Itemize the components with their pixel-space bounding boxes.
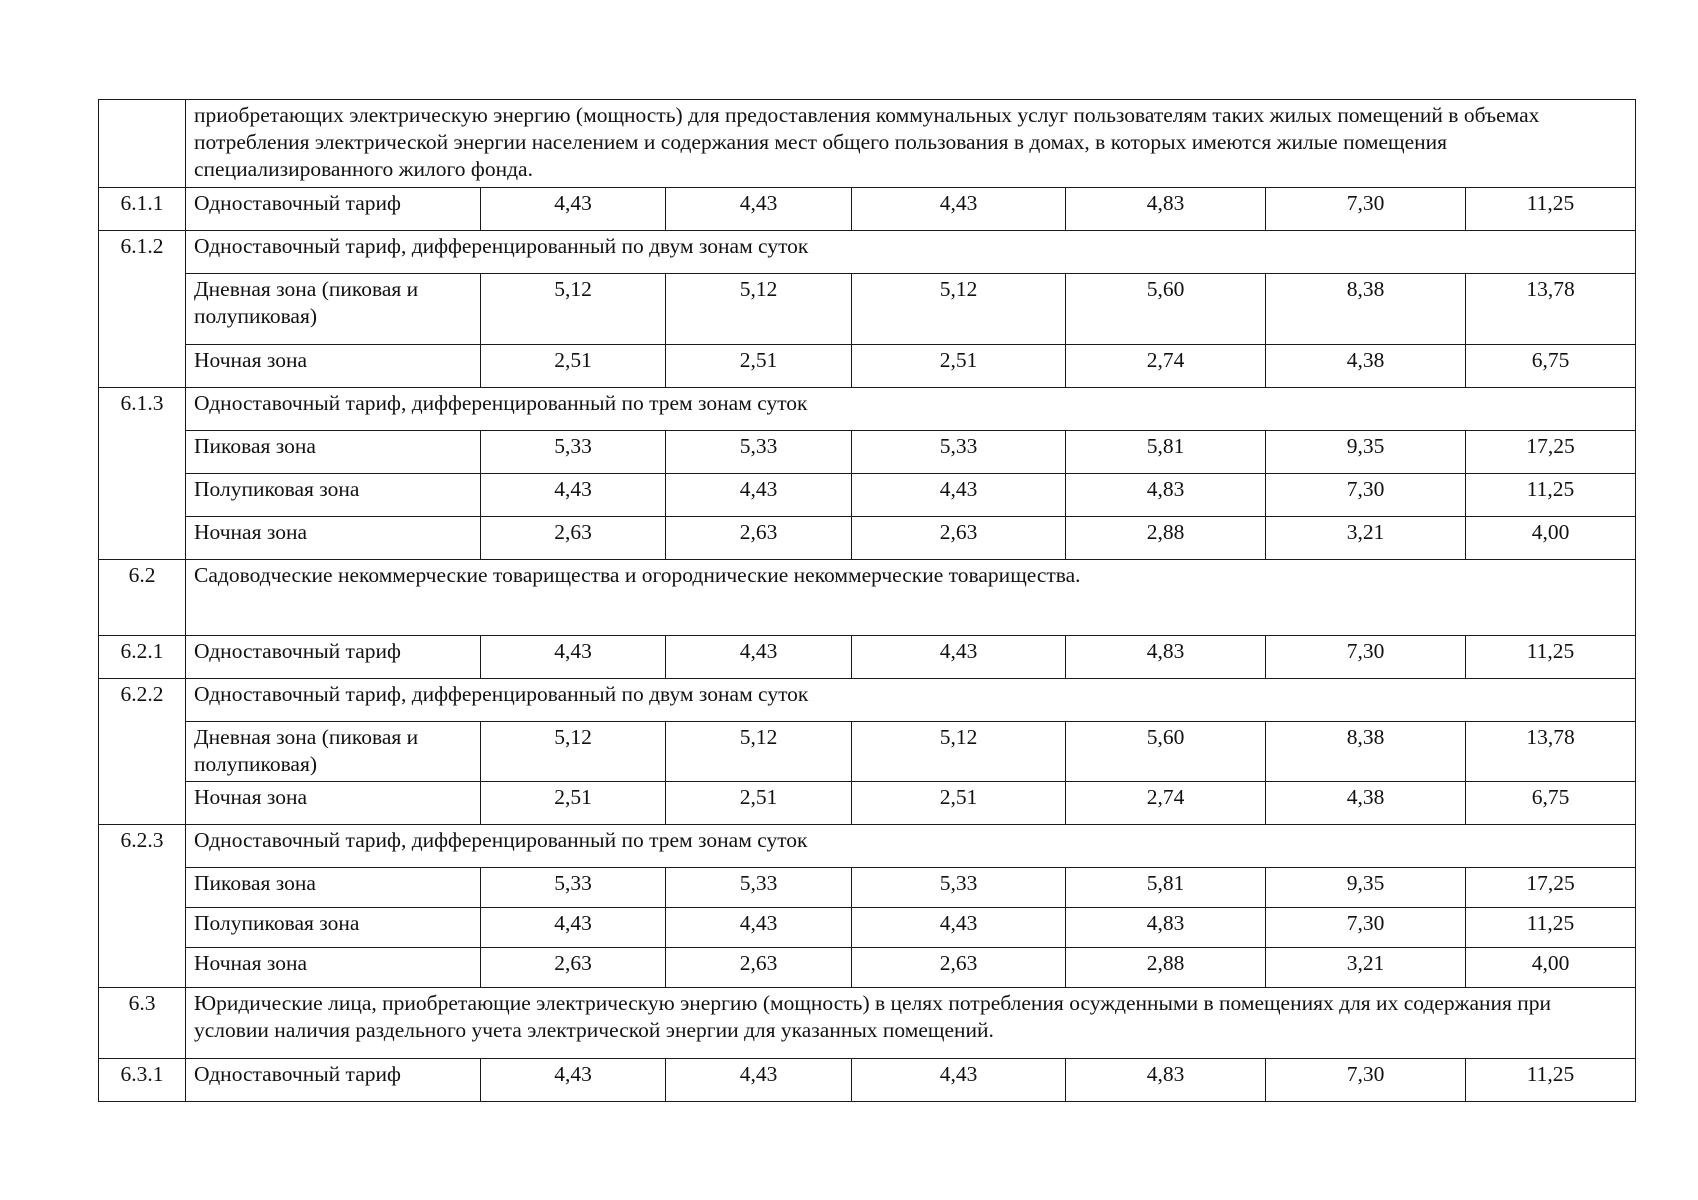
tariff-value: 2,74 [1066,344,1266,387]
tariff-value: 4,43 [481,473,666,516]
tariff-value: 4,00 [1466,516,1636,559]
table-row [99,908,1636,948]
tariff-value: 7,30 [1266,635,1466,678]
tariff-label: Одноставочный тариф [186,1059,481,1102]
tariff-label: Дневная зона (пиковая и полупиковая) [186,273,481,344]
tariff-label: Полупиковая зона [186,473,481,516]
table-row [99,100,1636,188]
tariff-value: 11,25 [1466,473,1636,516]
tariff-value: 5,33 [666,868,852,908]
tariff-value: 2,51 [666,782,852,825]
tariff-value: 8,38 [1266,721,1466,782]
tariff-value: 4,00 [1466,948,1636,988]
tariff-value: 11,25 [1466,1059,1636,1102]
tariff-value: 5,33 [852,430,1066,473]
tariff-value: 4,43 [852,635,1066,678]
tariff-value: 4,43 [852,187,1066,230]
tariff-value: 5,60 [1066,721,1266,782]
table-row [99,516,1636,559]
row-number-cell [99,100,186,188]
tariff-value: 5,12 [852,273,1066,344]
tariff-value: 5,12 [481,273,666,344]
table-row [99,273,1636,344]
tariff-value: 4,38 [1266,782,1466,825]
tariff-value: 5,33 [481,868,666,908]
table-row [99,187,1636,230]
table-row [99,678,1636,721]
row-number: 6.3.1 [99,1059,186,1102]
row-number: 6.1.3 [99,387,186,559]
tariff-value: 3,21 [1266,948,1466,988]
row-number: 6.2.3 [99,825,186,988]
tariff-value: 7,30 [1266,1059,1466,1102]
tariff-value: 6,75 [1466,782,1636,825]
tariff-value: 17,25 [1466,868,1636,908]
tariff-value: 5,81 [1066,430,1266,473]
tariff-value: 2,88 [1066,516,1266,559]
tariff-value: 4,43 [666,1059,852,1102]
table-row [99,721,1636,782]
tariff-value: 11,25 [1466,187,1636,230]
tariff-value: 2,63 [481,516,666,559]
section-heading: Юридические лица, приобретающие электрическую энергию (мощность) в целях потребления осужденными в помещениях для их содержания при условии наличия раздельного учета электрической энергии для указанных помещений. [186,988,1636,1059]
tariff-value: 4,43 [666,635,852,678]
section-heading: Одноставочный тариф, дифференцированный по трем зонам суток [186,825,1636,868]
tariff-value: 2,51 [666,344,852,387]
tariff-value: 4,43 [481,635,666,678]
table-row [99,825,1636,868]
tariff-value: 5,12 [852,721,1066,782]
tariff-value: 5,81 [1066,868,1266,908]
table-row [99,559,1636,635]
tariff-value: 7,30 [1266,187,1466,230]
table-row [99,988,1636,1059]
tariff-value: 7,30 [1266,908,1466,948]
tariff-value: 4,83 [1066,473,1266,516]
tariff-value: 5,12 [481,721,666,782]
row-number: 6.1.1 [99,187,186,230]
row-number: 6.2 [99,559,186,635]
tariff-value: 5,60 [1066,273,1266,344]
tariff-value: 2,63 [852,516,1066,559]
tariff-value: 2,51 [852,782,1066,825]
row-number: 6.2.1 [99,635,186,678]
tariff-value: 4,43 [852,1059,1066,1102]
tariff-label: Пиковая зона [186,430,481,473]
section-heading: Одноставочный тариф, дифференцированный по двум зонам суток [186,230,1636,273]
intro-text: приобретающих электрическую энергию (мощность) для предоставления коммунальных услуг пользователям таких жилых помещений в объемах потребления электрической энергии населением и содержания мест общего пользования в домах, в которых имеются жилые помещения специализированного жилого фонда. [186,100,1636,188]
tariff-value: 2,51 [481,782,666,825]
tariff-label: Ночная зона [186,516,481,559]
tariff-value: 5,33 [666,430,852,473]
tariff-label: Одноставочный тариф [186,635,481,678]
table-row [99,344,1636,387]
tariff-label: Пиковая зона [186,868,481,908]
tariff-value: 4,83 [1066,635,1266,678]
tariff-value: 2,63 [852,948,1066,988]
tariff-value: 4,83 [1066,1059,1266,1102]
tariff-value: 2,74 [1066,782,1266,825]
tariff-value: 5,33 [481,430,666,473]
tariff-value: 4,43 [852,473,1066,516]
tariff-value: 4,83 [1066,908,1266,948]
tariff-label: Ночная зона [186,948,481,988]
tariff-value: 4,83 [1066,187,1266,230]
row-number: 6.2.2 [99,678,186,825]
tariff-value: 2,63 [481,948,666,988]
tariff-value: 3,21 [1266,516,1466,559]
section-heading: Садоводческие некоммерческие товарищества и огороднические некоммерческие товарищества. [186,559,1636,635]
tariff-value: 13,78 [1466,273,1636,344]
section-heading: Одноставочный тариф, дифференцированный по трем зонам суток [186,387,1636,430]
table-row [99,948,1636,988]
tariff-label: Полупиковая зона [186,908,481,948]
section-heading: Одноставочный тариф, дифференцированный по двум зонам суток [186,678,1636,721]
row-number: 6.1.2 [99,230,186,387]
tariff-value: 9,35 [1266,868,1466,908]
table-row [99,430,1636,473]
table-row [99,782,1636,825]
table-row [99,635,1636,678]
tariff-value: 9,35 [1266,430,1466,473]
tariff-value: 4,43 [481,187,666,230]
tariff-value: 5,33 [852,868,1066,908]
tariff-value: 2,88 [1066,948,1266,988]
tariff-value: 13,78 [1466,721,1636,782]
tariff-table [98,99,1636,1102]
tariff-value: 2,63 [666,516,852,559]
table-row [99,1059,1636,1102]
tariff-value: 6,75 [1466,344,1636,387]
tariff-value: 11,25 [1466,635,1636,678]
tariff-value: 4,43 [666,908,852,948]
tariff-value: 11,25 [1466,908,1636,948]
table-row [99,868,1636,908]
tariff-value: 17,25 [1466,430,1636,473]
table-row [99,230,1636,273]
row-number: 6.3 [99,988,186,1059]
tariff-value: 4,43 [666,473,852,516]
tariff-value: 4,38 [1266,344,1466,387]
tariff-value: 4,43 [666,187,852,230]
tariff-value: 2,63 [666,948,852,988]
tariff-label: Ночная зона [186,782,481,825]
tariff-value: 5,12 [666,721,852,782]
tariff-value: 4,43 [481,1059,666,1102]
table-row [99,387,1636,430]
tariff-value: 7,30 [1266,473,1466,516]
tariff-label: Одноставочный тариф [186,187,481,230]
tariff-label: Ночная зона [186,344,481,387]
tariff-value: 8,38 [1266,273,1466,344]
tariff-value: 2,51 [852,344,1066,387]
tariff-value: 4,43 [481,908,666,948]
tariff-value: 2,51 [481,344,666,387]
tariff-value: 4,43 [852,908,1066,948]
table-row [99,473,1636,516]
tariff-value: 5,12 [666,273,852,344]
tariff-label: Дневная зона (пиковая и полупиковая) [186,721,481,782]
